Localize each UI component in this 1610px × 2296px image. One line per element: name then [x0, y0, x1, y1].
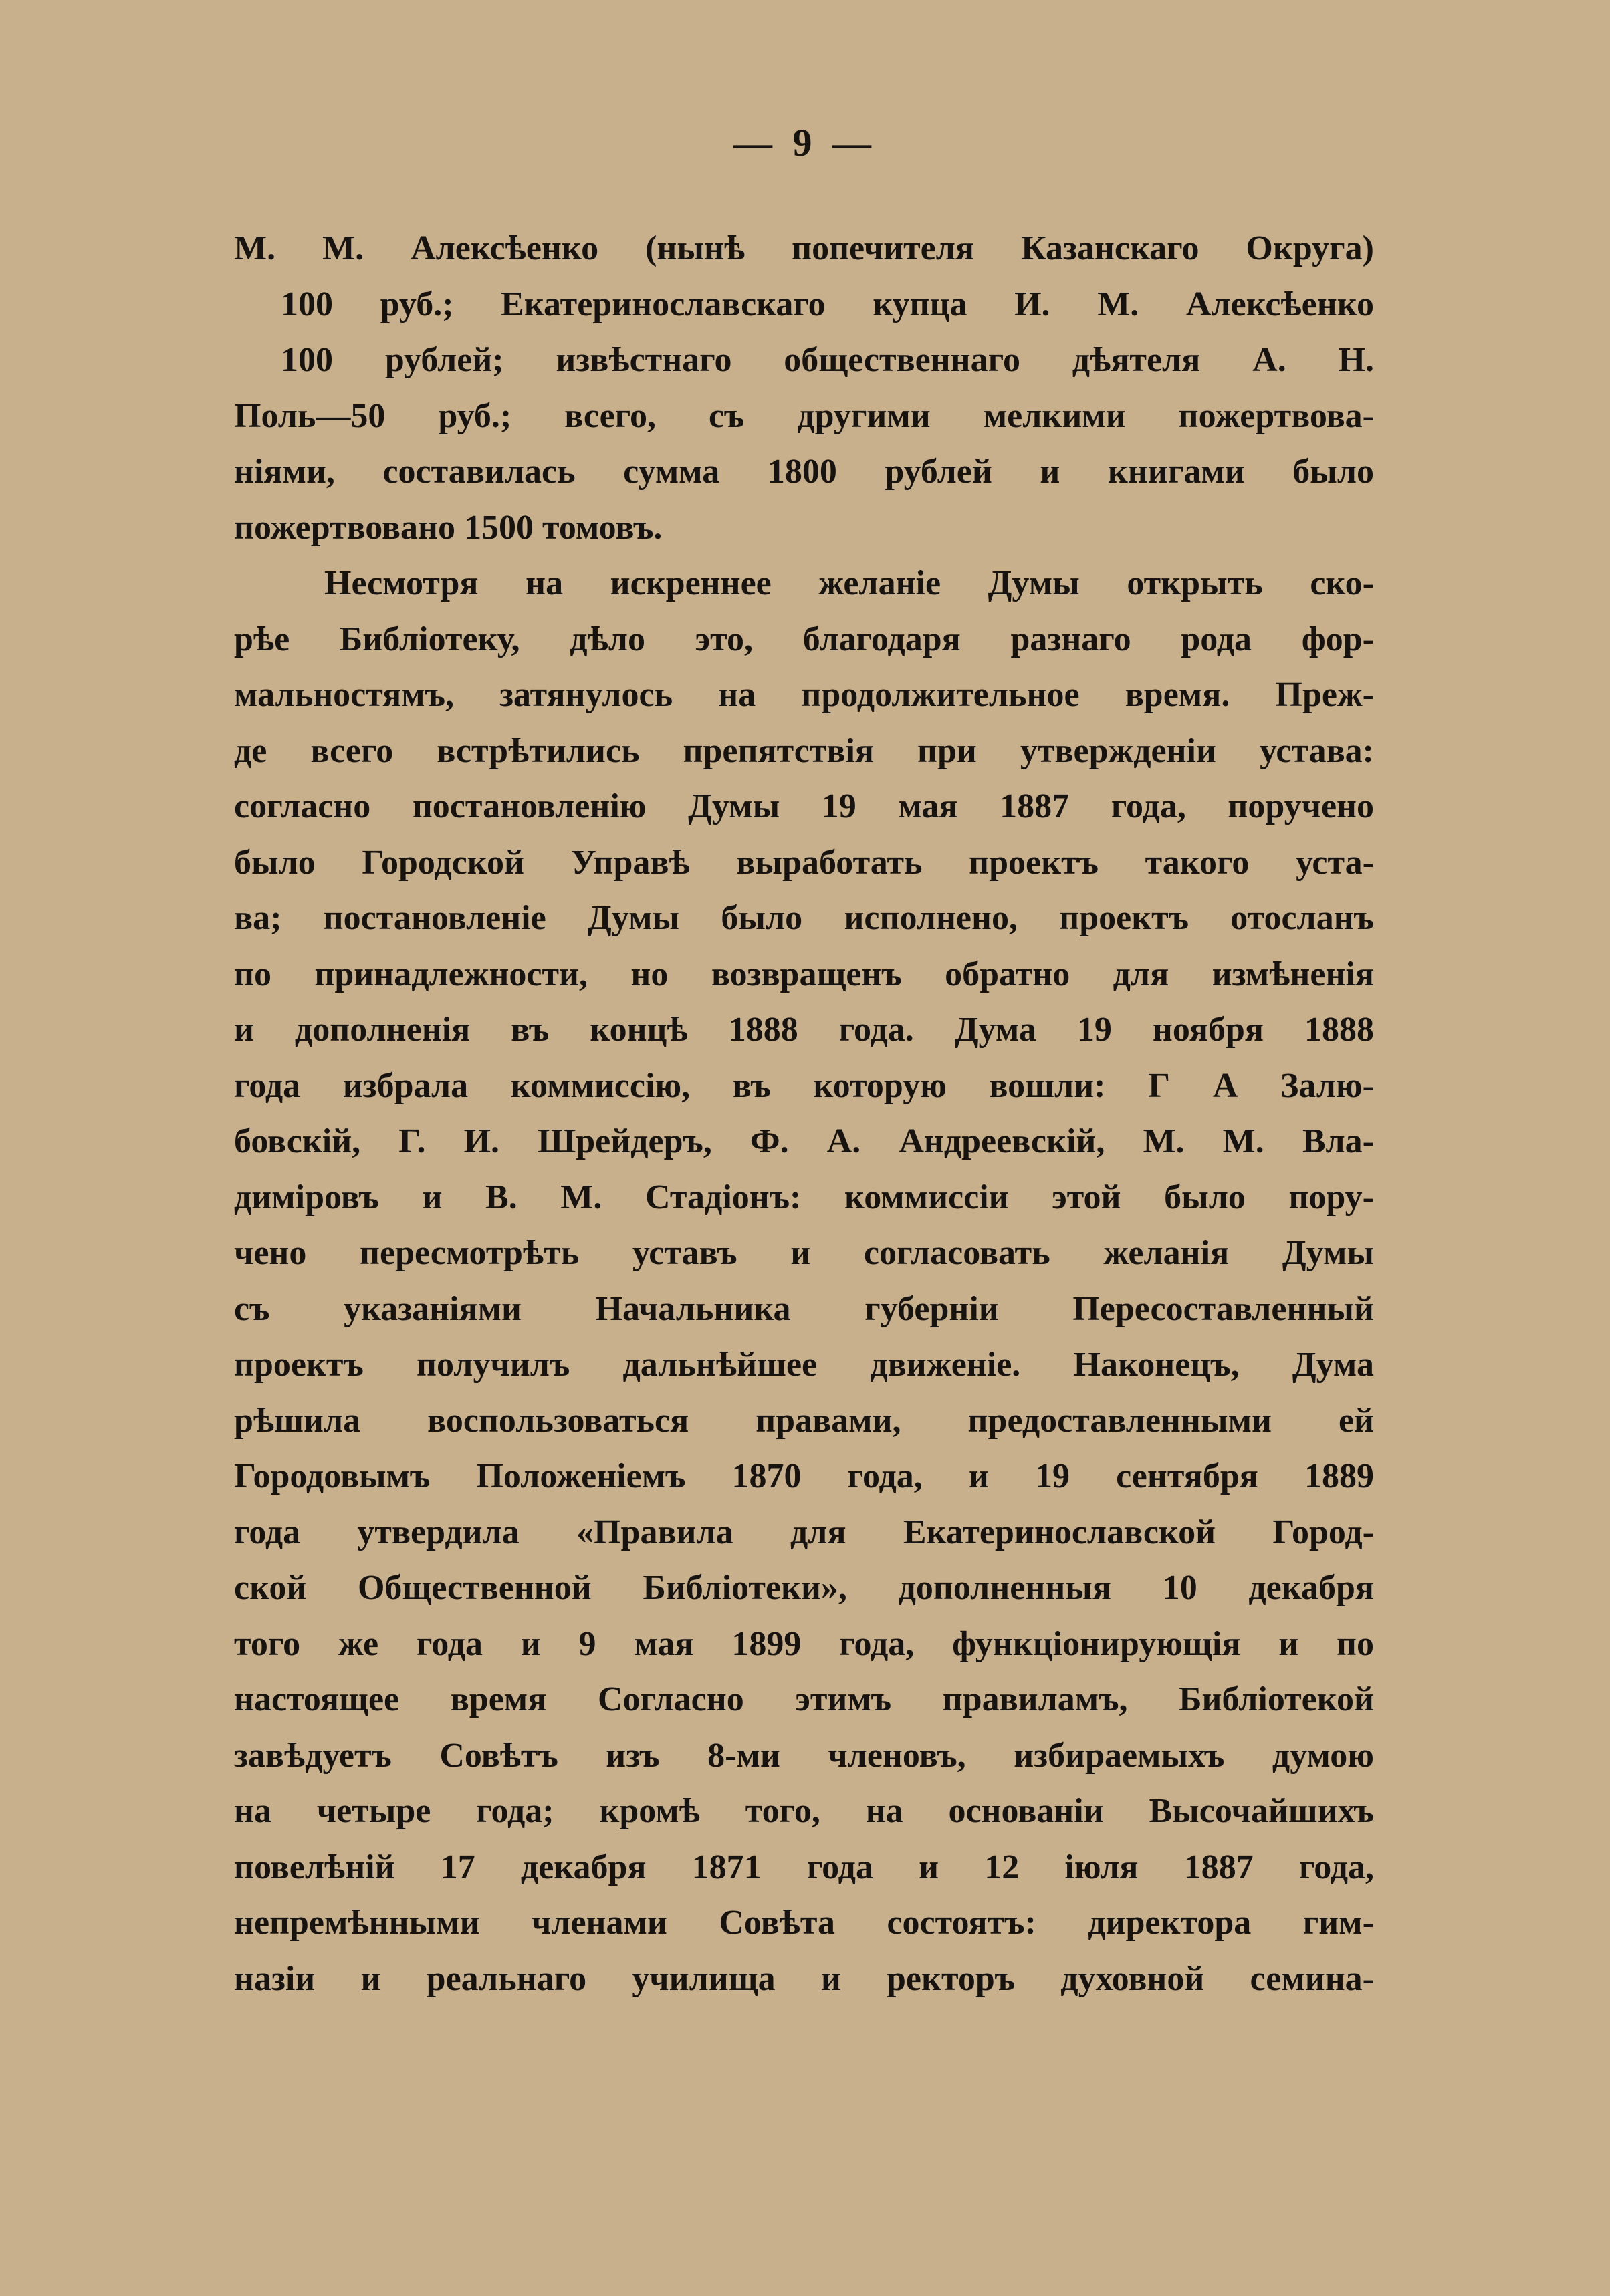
body-text: [234, 221, 1374, 2007]
text-line: чено пересмотрѣть уставъ и согласовать желанія Думы: [234, 1234, 1374, 1272]
text-line: согласно постановленію Думы 19 мая 1887 года, поручено: [234, 787, 1374, 825]
text-line: года избрала коммиссію, въ которую вошли: Г А Залю-: [234, 1066, 1374, 1105]
text-line: Городовымъ Положеніемъ 1870 года, и 19 сентября 1889: [234, 1457, 1374, 1495]
text-line: мальностямъ, затянулось на продолжительное время. Преж-: [234, 676, 1374, 714]
text-line: рѣе Библіотеку, дѣло это, благодаря разнаго рода фор-: [234, 620, 1374, 658]
text-line: де всего встрѣтились препятствія при утвержденіи устава:: [234, 731, 1374, 770]
text-line: того же года и 9 мая 1899 года, функціонирующія и по: [234, 1624, 1374, 1663]
text-line: пожертвовано 1500 томовъ.: [234, 508, 663, 547]
text-line: на четыре года; кромѣ того, на основаніи Высочайшихъ: [234, 1792, 1374, 1830]
text-line: было Городской Управѣ выработать проектъ такого уста-: [234, 843, 1374, 882]
text-line: назіи и реальнаго училища и ректоръ духовной семина-: [234, 1959, 1374, 1998]
text-line: непремѣнными членами Совѣта состоятъ: директора гим-: [234, 1904, 1374, 1942]
text-line: настоящее время Согласно этимъ правиламъ, Библіотекой: [234, 1680, 1374, 1718]
text-line: и дополненія въ концѣ 1888 года. Дума 19 ноября 1888: [234, 1011, 1374, 1049]
text-line: 100 руб.; Екатеринославскаго купца И. М. Алексѣенко: [281, 285, 1374, 324]
text-line: диміровъ и В. М. Стадіонъ: коммиссіи этой было пору-: [234, 1178, 1374, 1217]
text-line: ва; постановленіе Думы было исполнено, проектъ отосланъ: [234, 899, 1374, 937]
text-line: ской Общественной Библіотеки», дополненныя 10 декабря: [234, 1569, 1374, 1607]
text-line: бовскій, Г. И. Шрейдеръ, Ф. А. Андреевскій, М. М. Вла-: [234, 1122, 1374, 1160]
text-line: по принадлежности, но возвращенъ обратно для измѣненія: [234, 954, 1374, 993]
text-line: М. М. Алексѣенко (нынѣ попечителя Казанскаго Округа): [234, 229, 1374, 267]
page-number: — 9 —: [733, 121, 877, 164]
text-line: Несмотря на искреннее желаніе Думы открыть ско-: [324, 564, 1374, 602]
text-line: 100 рублей; извѣстнаго общественнаго дѣятеля А. Н.: [281, 341, 1374, 379]
text-line: Поль—50 руб.; всего, съ другими мелкими пожертвова-: [234, 396, 1374, 435]
text-line: съ указаніями Начальника губерніи Пересоставленный: [234, 1289, 1374, 1328]
text-line: проектъ получилъ дальнѣйшее движеніе. Наконецъ, Дума: [234, 1346, 1374, 1384]
text-line: ніями, составилась сумма 1800 рублей и книгами было: [234, 453, 1374, 491]
text-line: рѣшила воспользоваться правами, предоставленными ей: [234, 1401, 1374, 1440]
text-line: года утвердила «Правила для Екатеринославской Город-: [234, 1513, 1374, 1551]
text-line: завѣдуетъ Совѣтъ изъ 8-ми членовъ, избираемыхъ думою: [234, 1736, 1374, 1775]
text-line: повелѣній 17 декабря 1871 года и 12 іюля 1887 года,: [234, 1847, 1374, 1886]
